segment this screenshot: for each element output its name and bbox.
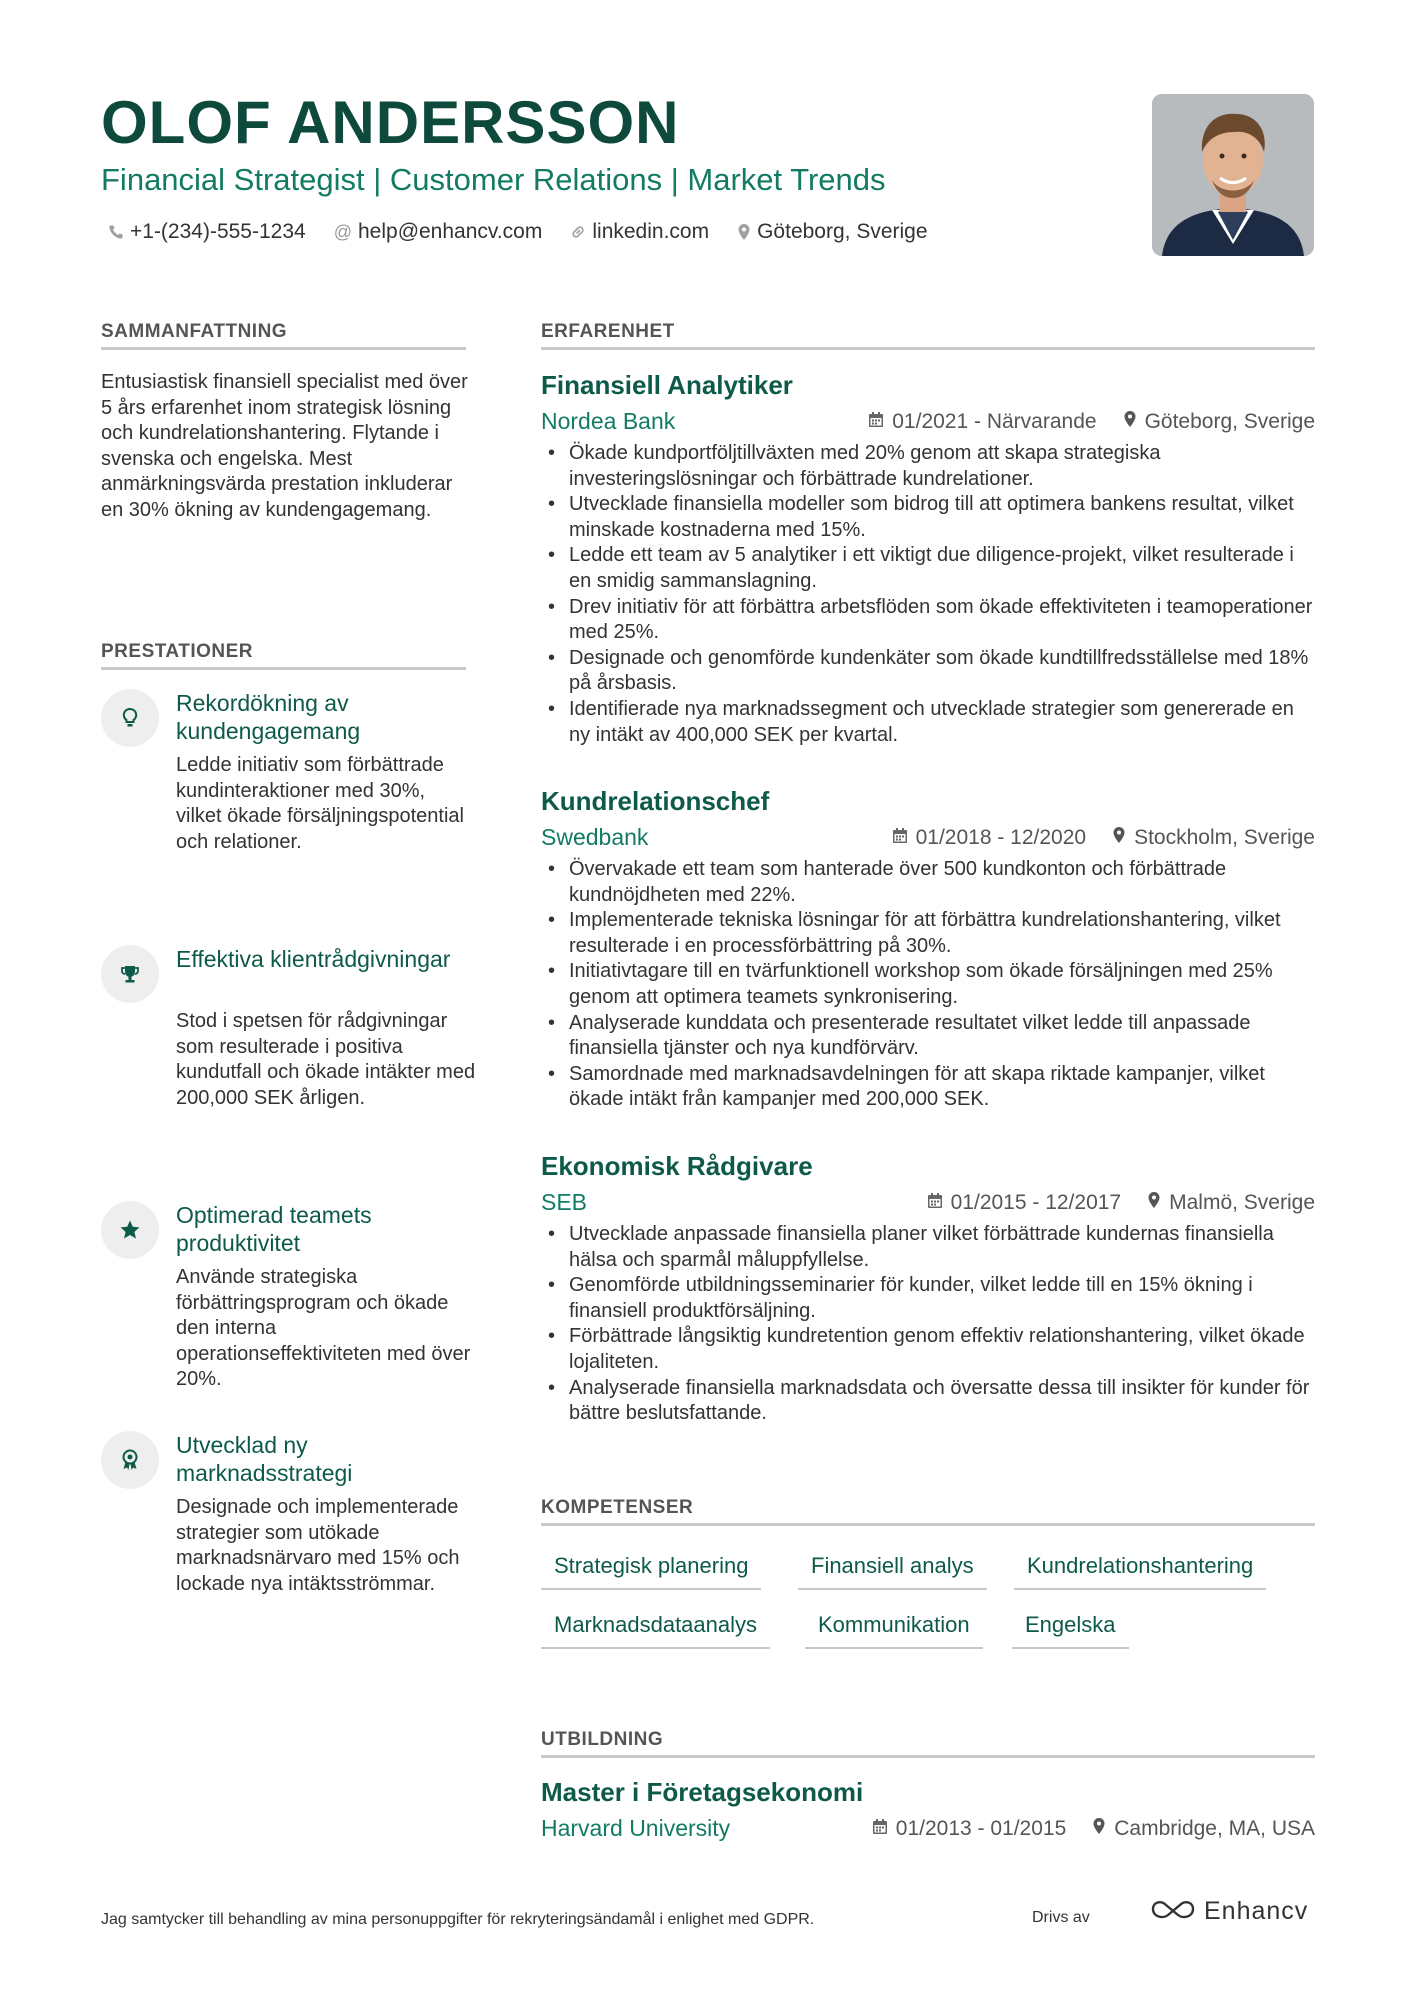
location-icon	[1123, 408, 1137, 436]
job-bullet: • Drev initiativ för att förbättra arbetsflöden som ökade effektiviteten i teamoperationer med 25%.	[541, 595, 1315, 646]
job-meta	[868, 408, 1315, 436]
skill-tag: Finansiell analys	[798, 1552, 987, 1590]
candidate-name: OLOF ANDERSSON	[101, 89, 680, 156]
contact-phone	[108, 220, 306, 244]
enhancv-logo[interactable]	[1150, 1897, 1308, 1926]
summary-divider	[101, 347, 466, 350]
job-entry	[541, 369, 1315, 749]
job-location	[1147, 1189, 1315, 1217]
experience-heading: ERFARENHET	[541, 321, 675, 342]
job-bullet: • Ledde ett team av 5 analytiker i ett viktigt due diligence-projekt, vilket resulterade i en smidig sammanslagning.	[541, 543, 1315, 594]
achievement-title: Rekordökning av kundengagemang	[176, 690, 361, 744]
achievement-title: Optimerad teamets produktivitet	[176, 1202, 372, 1256]
achievements-heading: PRESTATIONER	[101, 641, 254, 662]
job-location-text: Malmö, Sverige	[1169, 1191, 1315, 1214]
trophy-icon	[101, 945, 159, 1003]
link-icon	[570, 224, 586, 240]
job-company: Swedbank	[541, 824, 649, 850]
powered-by-label: Drivs av	[1032, 1909, 1090, 1926]
education-divider	[541, 1755, 1315, 1758]
education-degree: Master i Företagsekonomi	[541, 1777, 864, 1807]
job-dates-text: 01/2015 - 12/2017	[950, 1191, 1122, 1214]
job-location-text: Göteborg, Sverige	[1144, 410, 1315, 433]
job-entry	[541, 1150, 1315, 1440]
job-entry	[541, 785, 1315, 1125]
job-location	[1112, 824, 1315, 852]
job-bullet: • Ökade kundportföljtillväxten med 20% genom att skapa strategiska investeringslösningar och förbättrade kundrelationer.	[541, 441, 1315, 492]
summary-text: Entusiastisk finansiell specialist med över 5 års erfarenhet inom strategisk lösning och kundrelationshantering. Flytande i svenska och engelska. Mest anmärkningsvärda prestation inkluderar en 30% ökning av kundengagemang.	[101, 371, 468, 521]
contact-location	[737, 220, 927, 244]
phone-icon	[108, 224, 124, 240]
achievements-divider	[101, 667, 466, 670]
education-entry	[541, 1776, 1315, 1856]
award-icon	[101, 1431, 159, 1489]
location-icon	[1147, 1189, 1161, 1217]
education-location	[1092, 1815, 1315, 1843]
job-bullet: • Övervakade ett team som hanterade över 500 kundkonton och förbättrade kundnöjdheten med 22%.	[541, 857, 1315, 908]
skills-divider	[541, 1523, 1315, 1526]
profile-photo	[1152, 94, 1314, 256]
contact-linkedin-text: linkedin.com	[592, 220, 710, 243]
education-heading: UTBILDNING	[541, 1729, 664, 1750]
achievement-item	[101, 689, 471, 909]
job-bullet: • Implementerade tekniska lösningar för att förbättra kundrelationshantering, vilket resulterade i en processförbättring på 30%.	[541, 908, 1315, 959]
contact-email[interactable]	[334, 220, 543, 244]
contact-location-text: Göteborg, Sverige	[757, 220, 928, 243]
calendar-icon	[868, 408, 884, 436]
location-icon	[1112, 824, 1126, 852]
job-bullets	[541, 857, 1315, 1113]
education-dates	[872, 1815, 1066, 1843]
job-bullet: • Analyserade finansiella marknadsdata och översatte dessa till insikter för kunder för bättre beslutsfattande.	[541, 1376, 1315, 1427]
job-title: Ekonomisk Rådgivare	[541, 1151, 813, 1181]
calendar-icon	[927, 1189, 943, 1217]
skill-tag: Kundrelationshantering	[1014, 1552, 1266, 1590]
candidate-subtitle: Financial Strategist | Customer Relations | Market Trends	[101, 162, 886, 197]
summary-heading: SAMMANFATTNING	[101, 321, 288, 342]
gdpr-consent: Jag samtycker till behandling av mina personuppgifter för rekryteringsändamål i enlighet med GDPR.	[101, 1911, 815, 1928]
achievement-title: Utvecklad ny marknadsstrategi	[176, 1432, 353, 1486]
job-meta	[927, 1189, 1315, 1217]
achievement-item	[101, 1431, 471, 1651]
experience-divider	[541, 347, 1315, 350]
achievement-description: Använde strategiska förbättringsprogram och ökade den interna operationseffektiviteten med över 20%.	[176, 1266, 471, 1391]
job-dates	[892, 824, 1086, 852]
contact-linkedin[interactable]	[570, 220, 709, 244]
job-dates	[868, 408, 1096, 436]
job-company: Nordea Bank	[541, 408, 676, 434]
job-bullet: • Utvecklade finansiella modeller som bidrog till att optimera bankens resultat, vilket minskade kostnaderna med 15%.	[541, 492, 1315, 543]
education-meta	[872, 1815, 1315, 1843]
job-bullet: • Genomförde utbildningsseminarier för kunder, vilket ledde till en 15% ökning i finansiell produktförsäljning.	[541, 1273, 1315, 1324]
job-location	[1123, 408, 1315, 436]
enhancv-logo-icon	[1150, 1897, 1196, 1926]
achievement-item	[101, 1201, 471, 1401]
job-bullet: • Initiativtagare till en tvärfunktionell workshop som ökade försäljningen med 25% genom att optimera teamets synkronisering.	[541, 959, 1315, 1010]
achievement-description: Stod i spetsen för rådgivningar som resulterade i positiva kundutfall och ökade intäkter med 200,000 SEK årligen.	[176, 1010, 476, 1109]
location-icon	[1092, 1815, 1106, 1843]
education-dates-text: 01/2013 - 01/2015	[895, 1817, 1067, 1840]
education-school: Harvard University	[541, 1815, 731, 1841]
at-icon: @	[333, 221, 352, 242]
education-location-text: Cambridge, MA, USA	[1114, 1817, 1315, 1840]
job-bullet: • Förbättrade långsiktig kundretention genom effektiv relationshantering, vilket ökade lojaliteten.	[541, 1324, 1315, 1375]
job-title: Kundrelationschef	[541, 786, 770, 816]
star-icon	[101, 1201, 159, 1259]
job-dates-text: 01/2021 - Närvarande	[892, 410, 1097, 433]
job-bullet: • Analyserade kunddata och presenterade resultatet vilket ledde till anpassade finansiella tjänster och nya kundförvärv.	[541, 1011, 1315, 1062]
achievement-item	[101, 945, 476, 1165]
job-meta	[892, 824, 1315, 852]
calendar-icon	[892, 824, 908, 852]
contact-email-text: help@enhancv.com	[357, 220, 543, 243]
job-bullets	[541, 1222, 1315, 1427]
job-bullets	[541, 441, 1315, 748]
skill-tag: Engelska	[1012, 1611, 1129, 1649]
achievement-description: Ledde initiativ som förbättrade kundinteraktioner med 30%, vilket ökade försäljningspotential och relationer.	[176, 754, 464, 853]
contact-list	[108, 220, 928, 244]
achievement-description: Designade och implementerade strategier som utökade marknadsnärvaro med 15% och lockade nya intäktsströmmar.	[176, 1496, 460, 1595]
job-dates	[927, 1189, 1121, 1217]
skill-tag: Marknadsdataanalys	[541, 1611, 770, 1649]
job-bullet: • Utvecklade anpassade finansiella planer vilket förbättrade kundernas finansiella hälsa och sparmål måluppfyllelse.	[541, 1222, 1315, 1273]
location-icon	[737, 223, 751, 241]
job-company: SEB	[541, 1189, 588, 1215]
skills-heading: KOMPETENSER	[541, 1497, 694, 1518]
job-location-text: Stockholm, Sverige	[1134, 826, 1315, 849]
skill-tag: Strategisk planering	[541, 1552, 761, 1590]
job-title: Finansiell Analytiker	[541, 370, 793, 400]
job-bullet: • Identifierade nya marknadssegment och utvecklade strategier som genererade en ny intäkt av 400,000 SEK per kvartal.	[541, 697, 1315, 748]
job-bullet: • Designade och genomförde kundenkäter som ökade kundtillfredsställelse med 18% på årsbasis.	[541, 646, 1315, 697]
contact-phone-text: +1-(234)-555-1234	[130, 220, 306, 243]
job-dates-text: 01/2018 - 12/2020	[915, 826, 1087, 849]
skill-tag: Kommunikation	[805, 1611, 983, 1649]
lightbulb-icon	[101, 689, 159, 747]
job-bullet: • Samordnade med marknadsavdelningen för att skapa riktade kampanjer, vilket ökade intäkt från kampanjer med 200,000 SEK.	[541, 1062, 1315, 1113]
enhancv-logo-text: Enhancv	[1204, 1897, 1309, 1925]
calendar-icon	[872, 1815, 888, 1843]
achievement-title: Effektiva klientrådgivningar	[176, 946, 451, 972]
